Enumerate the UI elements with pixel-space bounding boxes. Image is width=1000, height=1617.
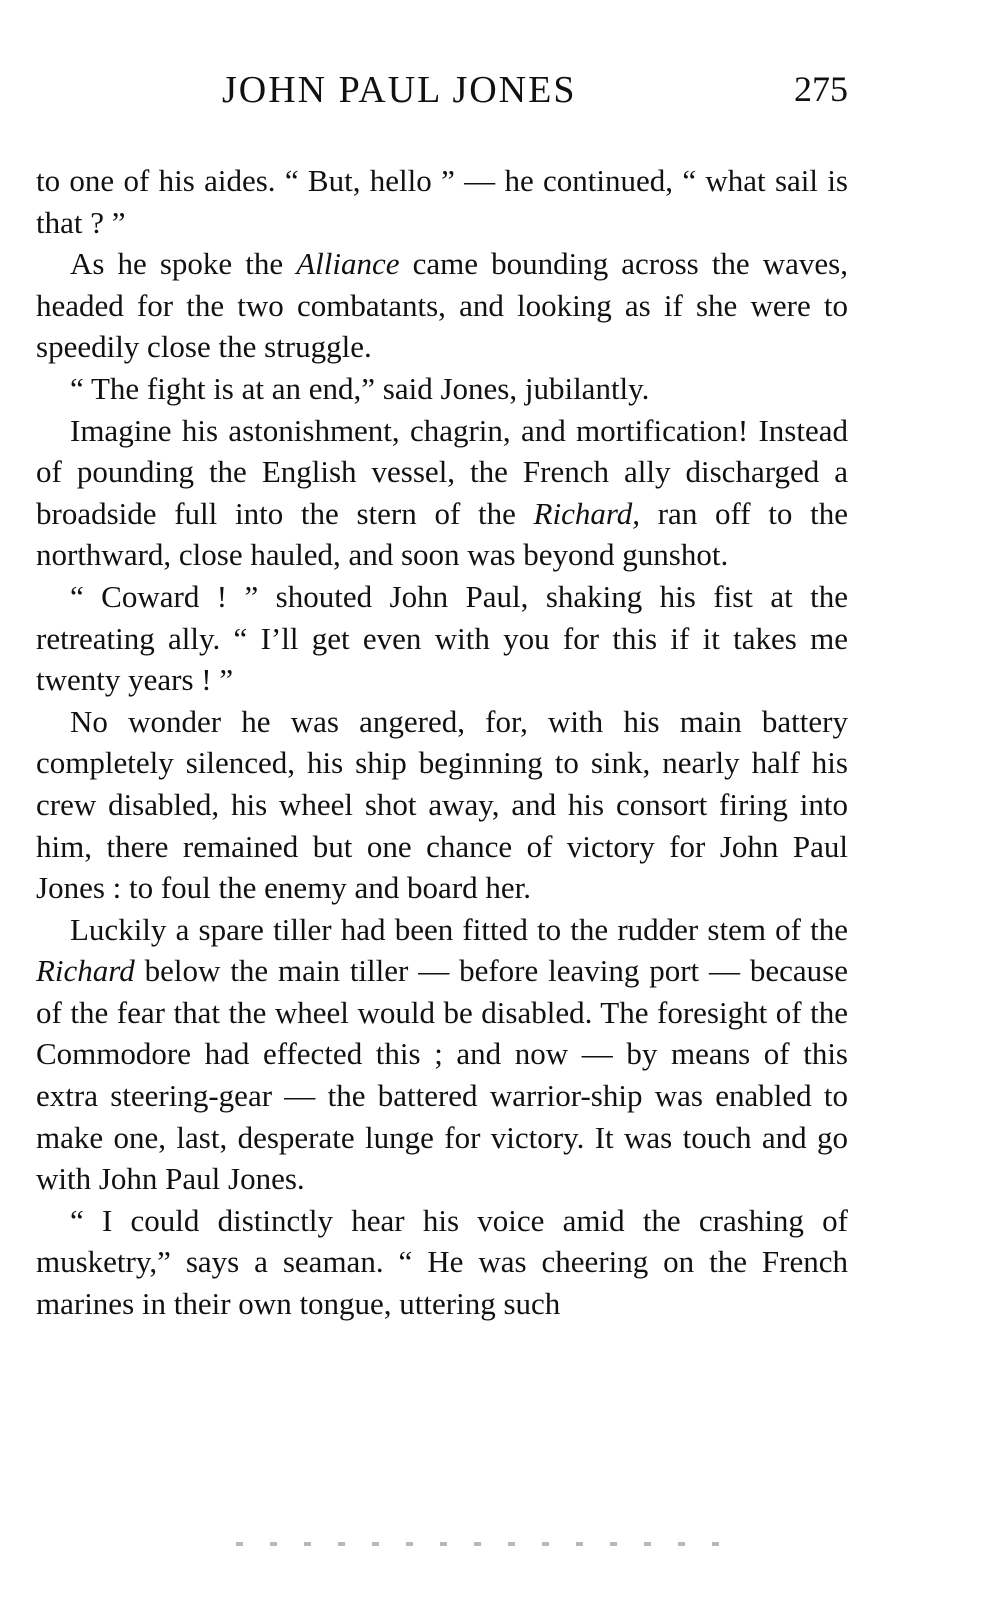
running-head bbox=[36, 68, 848, 118]
text-run: below the main tiller — before leaving port — because of the fear that the wheel would be disabled. The foresight of the Commodore had effected this ; and now — by means of this extra steering-gear — the battered warrior-ship was enabled to make one, last, desperate lunge for victory. It was touch and go with John Paul Jones. bbox=[36, 953, 848, 1197]
text-run: Imagine his astonishment, chagrin, and mortification! Instead of pounding the English vessel, the French ally discharged a broadside full into the stern of the bbox=[36, 412, 848, 531]
paragraph bbox=[36, 160, 848, 243]
text-run: to one of his aides. “ But, hello ” — he continued, “ what sail is that ? ” bbox=[36, 163, 848, 240]
italic-text: Alliance bbox=[296, 246, 400, 282]
italic-text: Richard bbox=[36, 953, 135, 989]
footer-scan-marks bbox=[236, 1542, 736, 1546]
text-run: “ The fight is at an end,” said Jones, jubilantly. bbox=[70, 370, 650, 406]
paragraph bbox=[36, 368, 848, 410]
text-run: came bounding across the waves, headed for the two combatants, and looking as if she were to speedily close the struggle. bbox=[36, 246, 848, 365]
text-run: “ Coward ! ” shouted John Paul, shaking his fist at the retreating ally. “ I’ll get even with you for this if it takes me twenty years ! ” bbox=[36, 578, 848, 698]
paragraph bbox=[36, 243, 848, 368]
text-run: As he spoke the bbox=[70, 246, 297, 282]
paragraph bbox=[36, 576, 848, 701]
text-run: No wonder he was angered, for, with his main battery completely silenced, his ship beginning to sink, nearly half his crew disabled, his wheel shot away, and his consort firing into him, there remained but one chance of victory for John Paul Jones : to foul the enemy and board her. bbox=[36, 703, 848, 906]
italic-text: Richard, bbox=[533, 495, 641, 531]
paragraph bbox=[36, 909, 848, 1200]
text-run: ran off to the northward, close hauled, and soon was beyond gunshot. bbox=[36, 495, 848, 573]
paragraph bbox=[36, 701, 848, 909]
text-run: “ I could distinctly hear his voice amid the crashing of musketry,” says a seaman. “ He was cheering on the French marines in their own tongue, uttering such bbox=[36, 1202, 848, 1322]
text-run: Luckily a spare tiller had been fitted to the rudder stem of the bbox=[70, 911, 848, 947]
running-title: JOHN PAUL JONES bbox=[222, 69, 577, 111]
page-number: 275 bbox=[794, 69, 848, 109]
paragraph bbox=[36, 1200, 848, 1325]
paragraph bbox=[36, 410, 848, 576]
body-text bbox=[36, 160, 848, 1325]
